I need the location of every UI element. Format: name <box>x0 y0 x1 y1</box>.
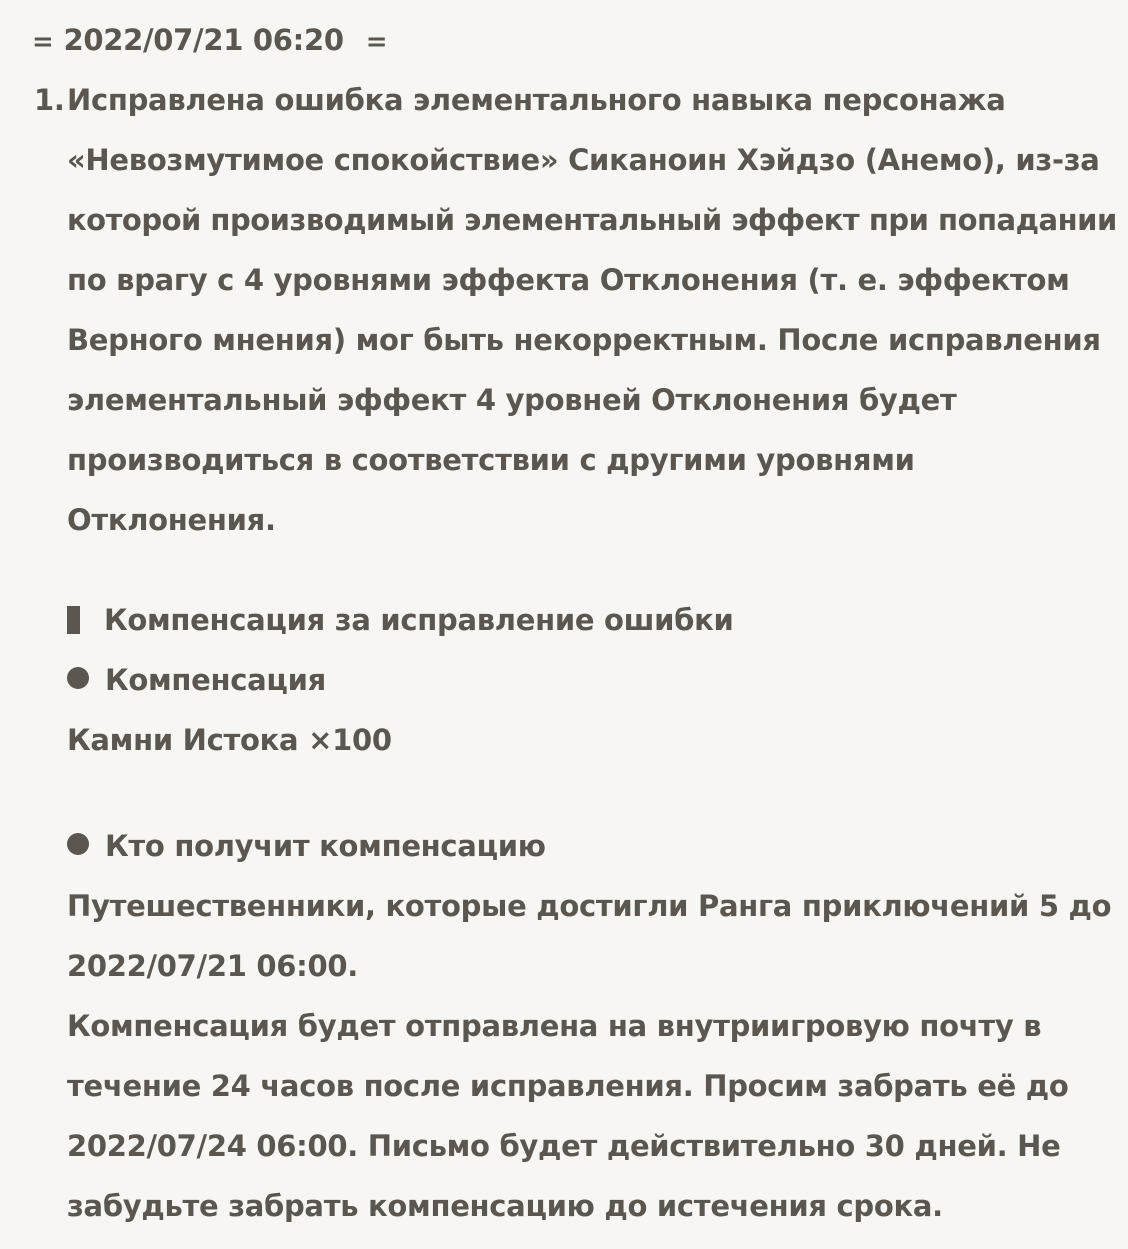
circle-bullet-icon <box>67 833 89 855</box>
update-header <box>32 22 387 60</box>
item-text-line-3: которой производимый элементальный эффект при попадании <box>67 203 1117 237</box>
recipients-line-1: Путешественники, которые достигли Ранга приключений 5 до <box>67 889 1112 923</box>
item-text-line-7: производиться в соответствии с другими уровнями <box>67 443 915 477</box>
recipients-line-4: течение 24 часов после исправления. Просим забрать её до <box>67 1069 1069 1103</box>
item-text-line-8: Отклонения. <box>67 503 276 537</box>
recipients-title-text: Кто получит компенсацию <box>105 829 546 863</box>
item-text-line-1: Исправлена ошибка элементального навыка персонажа <box>67 83 1006 117</box>
compensation-heading <box>67 602 734 638</box>
item-text-line-4: по врагу с 4 уровнями эффекта Отклонения (т. е. эффектом <box>67 263 1070 297</box>
recipients-title <box>67 828 546 864</box>
reward-value: Камни Истока ×100 <box>67 723 392 757</box>
recipients-line-3: Компенсация будет отправлена на внутриигровую почту в <box>67 1009 1042 1043</box>
item-text-line-5: Верного мнения) мог быть некорректным. После исправления <box>67 323 1101 357</box>
item-text-line-2: «Невозмутимое спокойствие» Сиканоин Хэйдзо (Анемо), из-за <box>67 143 1100 177</box>
reward-title-text: Компенсация <box>105 663 326 697</box>
item-number: 1. <box>34 83 65 117</box>
equals-mark-right: = <box>365 27 388 57</box>
update-date: 2022/07/21 06:20 <box>63 23 344 57</box>
recipients-line-6: забудьте забрать компенсацию до истечения срока. <box>67 1189 943 1223</box>
recipients-line-2: 2022/07/21 06:00. <box>67 949 358 983</box>
item-text-line-6: элементальный эффект 4 уровней Отклонения будет <box>67 383 957 417</box>
square-bullet-icon <box>67 606 80 634</box>
equals-mark-left: = <box>32 27 54 57</box>
reward-title <box>67 662 326 698</box>
compensation-heading-text: Компенсация за исправление ошибки <box>104 603 734 637</box>
recipients-line-5: 2022/07/24 06:00. Письмо будет действительно 30 дней. Не <box>67 1129 1061 1163</box>
circle-bullet-icon <box>67 667 89 689</box>
